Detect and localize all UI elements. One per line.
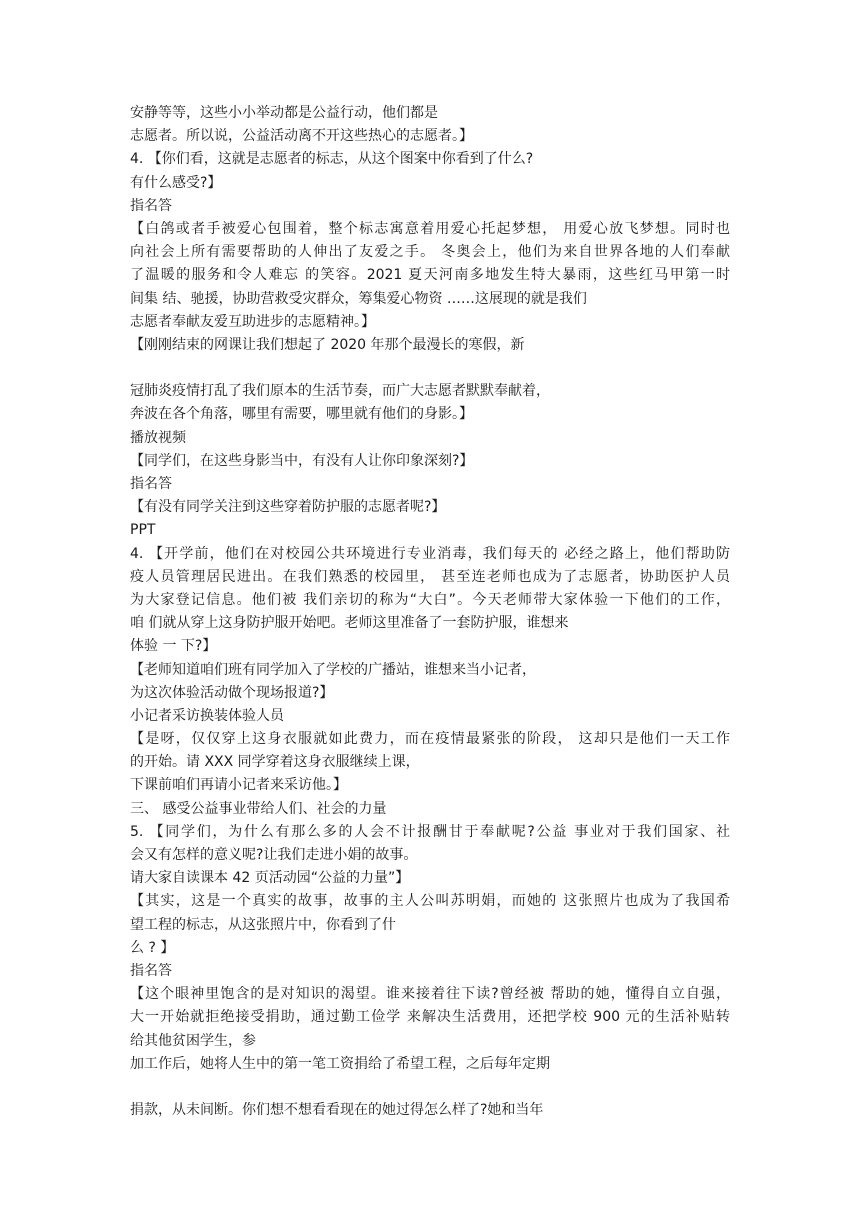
text-line: 加工作后，她将人生中的第一笔工资捐给了希望工程，之后每年定期 [130,1055,550,1072]
text-line: 小记者采访换装体验人员 [130,707,284,724]
text-line: 指名答 [130,962,172,979]
text-line: 【刚刚结束的网课让我们想起了 2020 年那个最漫长的寒假，新 [130,336,525,353]
text-line: 【老师知道咱们班有同学加入了学校的广播站，谁想来当小记者， [130,661,536,678]
text-line: 咱 们就从穿上这身防护服开始吧。老师这里准备了一套防护服，谁想来 [130,615,569,632]
text-line: 间集 结、驰援，协助营救受灾群众，筹集爱心物资 ……这展现的就是我们 [130,290,587,307]
text-line: 体验 一 下?】 [130,638,217,655]
text-line: 为大家登记信息。他们被 我们亲切的称为“大白”。今天老师带大家体验一下他们的工作， [130,591,730,608]
text-line: 么 ? 】 [130,939,175,956]
text-line: 了温暖的服务和令人难忘 的笑容。2021 夏天河南多地发生特大暴雨，这些红马甲第一时 [130,267,730,284]
text-line: 志愿者。所以说，公益活动离不开这些热心的志愿者。】 [130,128,473,145]
text-line: 播放视频 [130,429,186,446]
blank-line [130,357,730,380]
text-line: 5. 【同学们，为什么有那么多的人会不计报酬甘于奉献呢?公益 事业对于我们国家、社 [130,823,730,840]
text-line: 冠肺炎疫情打乱了我们原本的生活节奏，而广大志愿者默默奉献着， [130,383,550,400]
text-line: 请大家自读课本 42 页活动园“公益的力量”】 [130,870,410,887]
text-line: PPT [130,522,156,539]
text-line: 疫人员管理居民进出。在我们熟悉的校园里， 甚至连老师也成为了志愿者，协助医护人员 [130,568,730,585]
text-line: 志愿者奉献友爱互助进步的志愿精神。】 [130,313,375,330]
text-line: 的开始。请 XXX 同学穿着这身衣服继续上课， [130,754,420,771]
text-line: 【同学们，在这些身影当中，有没有人让你印象深刻?】 [130,452,474,469]
blank-line [130,1076,730,1099]
text-line: 【有没有同学关注到这些穿着防护服的志愿者呢?】 [130,499,446,516]
text-line: 为这次体验活动做个现场报道?】 [130,684,334,701]
text-line: 4. 【你们看，这就是志愿者的标志，从这个图案中你看到了什么? [130,151,534,168]
text-line: 捐款，从未间断。你们想不想看看现在的她过得怎么样了?她和当年 [130,1102,544,1119]
document-body [130,102,730,1122]
text-line: 【是呀，仅仅穿上这身衣服就如此费力，而在疫情最紧张的阶段， 这却只是他们一天工作 [130,731,730,748]
text-line: 大一开始就拒绝接受捐助，通过勤工俭学 来解决生活费用，还把学校 900 元的生活补贴转 [130,1009,730,1026]
text-line: 【这个眼神里饱含的是对知识的渴望。谁来接着往下读?曾经被 帮助的她，懂得自立自强， [130,986,730,1003]
text-line: 有什么感受?】 [130,174,222,191]
text-line: 4. 【开学前，他们在对校园公共环境进行专业消毒，我们每天的 必经之路上，他们帮助防 [130,545,730,562]
text-line: 指名答 [130,197,172,214]
text-line: 指名答 [130,476,172,492]
text-line: 向社会上所有需要帮助的人伸出了友爱之手。 冬奥会上，他们为来自世界各地的人们奉献 [130,244,730,261]
text-line: 奔波在各个角落，哪里有需要，哪里就有他们的身影。】 [130,406,473,423]
text-line: 【白鸽或者手被爱心包围着，整个标志寓意着用爱心托起梦想， 用爱心放飞梦想。同时也 [130,220,730,237]
text-line: 安静等等，这些小小举动都是公益行动，他们都是 [130,105,438,121]
section-heading: 三、 感受公益事业带给人们、社会的力量 [130,800,387,817]
text-line: 【其实，这是一个真实的故事，故事的主人公叫苏明娟，而她的 这张照片也成为了我国希 [130,893,730,910]
text-line: 下课前咱们再请小记者来采访他。】 [130,777,347,794]
text-line: 给其他贫困学生，参 [130,1032,256,1049]
text-line: 会又有怎样的意义呢?让我们走进小娟的故事。 [130,847,418,863]
text-line: 望工程的标志，从这张照片中，你看到了什 [130,916,396,933]
